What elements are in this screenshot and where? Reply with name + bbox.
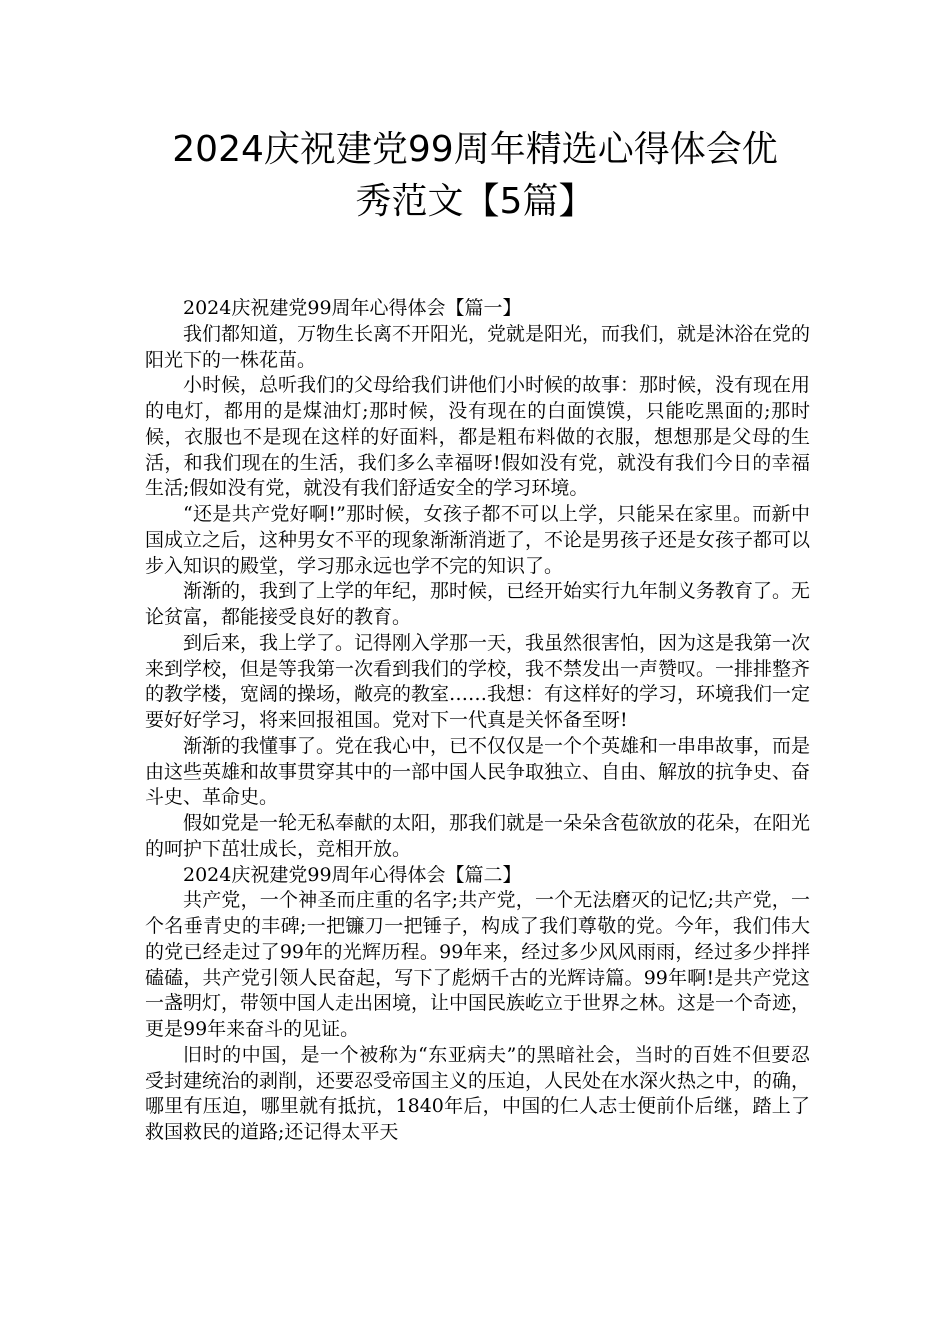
title-line-2: 秀范文【5篇】	[355, 181, 595, 222]
paragraph: 旧时的中国，是一个被称为“东亚病夫”的黑暗社会，当时的百姓不但要忍受封建统治的剥削，还要忍受帝国主义的压迫，人民处在水深火热之中，的确，哪里有压迫，哪里就有抵抗，1840年后，中国的仁人志士便前仆后继，踏上了救国救民的道路;还记得太平天	[145, 1043, 811, 1143]
paragraph: 渐渐的我懂事了。党在我心中，已不仅仅是一个个英雄和一串串故事，而是由这些英雄和故事贯穿其中的一部中国人民争取独立、自由、解放的抗争史、奋斗史、革命史。	[145, 734, 811, 809]
paragraph: 我们都知道，万物生长离不开阳光，党就是阳光，而我们，就是沐浴在党的阳光下的一株花苗。	[145, 322, 811, 371]
paragraph: “还是共产党好啊!”那时候，女孩子都不可以上学，只能呆在家里。而新中国成立之后，这种男女不平的现象渐渐消逝了，不论是男孩子还是女孩子都可以步入知识的殿堂，学习那永远也学不完的知识了。	[145, 503, 811, 577]
paragraph: 共产党，一个神圣而庄重的名字;共产党，一个无法磨灭的记忆;共产党，一个名垂青史的丰碑;一把镰刀一把锤子，构成了我们尊敬的党。今年，我们伟大的党已经走过了99年的光辉历程。99年来，经过多少风风雨雨，经过多少拌拌磕磕，共产党引领人民奋起，写下了彪炳千古的光辉诗篇。99年啊!是共产党这一盏明灯，带领中国人走出困境，让中国民族屹立于世界之林。这是一个奇迹，更是99年来奋斗的见证。	[145, 889, 811, 1040]
title-line-1: 2024庆祝建党99周年精选心得体会优	[172, 129, 778, 170]
paragraph: 假如党是一轮无私奉献的太阳，那我们就是一朵朵含苞欲放的花朵，在阳光的呵护下茁壮成长，竞相开放。	[145, 812, 811, 860]
section-heading-1: 2024庆祝建党99周年心得体会【篇一】	[183, 297, 522, 319]
paragraph: 小时候，总听我们的父母给我们讲他们小时候的故事：那时候，没有现在用的电灯，都用的是煤油灯;那时候，没有现在的白面馍馍，只能吃黑面的;那时候，衣服也不是现在这样的好面料，都是粗布料做的衣服，想想那是父母的生活，和我们现在的生活，我们多么幸福呀!假如没有党，就没有我们今日的幸福生活;假如没有党，就没有我们舒适安全的学习环境。	[145, 374, 811, 500]
paragraph: 渐渐的，我到了上学的年纪，那时候，已经开始实行九年制义务教育了。无论贫富，都能接受良好的教育。	[145, 580, 811, 628]
section-heading-2: 2024庆祝建党99周年心得体会【篇二】	[183, 863, 522, 886]
document-title	[100, 124, 850, 228]
paragraph: 到后来，我上学了。记得刚入学那一天，我虽然很害怕，因为这是我第一次来到学校，但是等我第一次看到我们的学校，我不禁发出一声赞叹。一排排整齐的教学楼，宽阔的操场，敞亮的教室……我想：有这样好的学习，环境我们一定要好好学习，将来回报祖国。党对下一代真是关怀备至呀!	[145, 631, 811, 731]
document-body	[145, 296, 810, 1146]
